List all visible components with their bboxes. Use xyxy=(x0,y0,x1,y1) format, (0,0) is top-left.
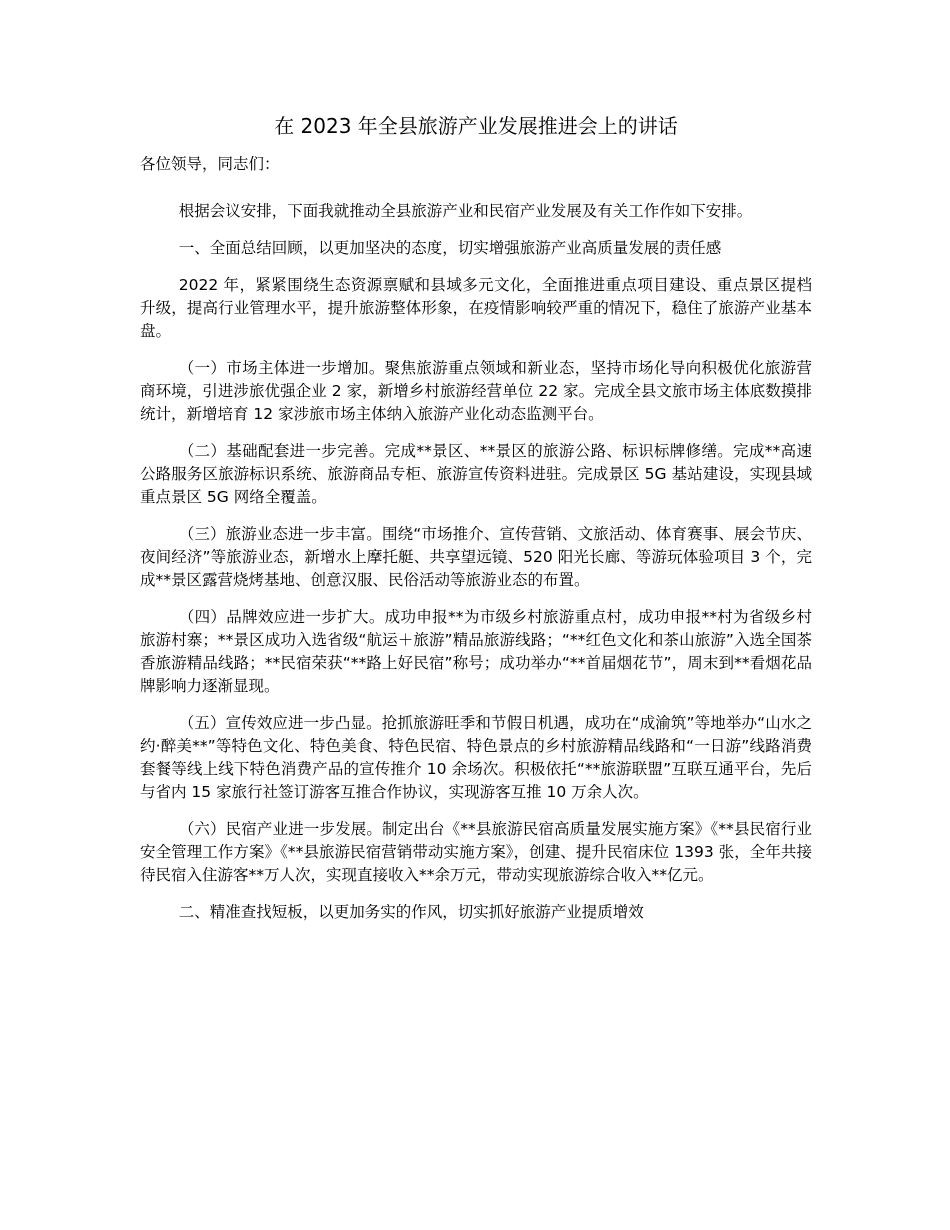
document-page xyxy=(140,112,812,938)
paragraph-infrastructure: （二）基础配套进一步完善。完成**景区、**景区的旅游公路、标识标牌修缮。完成**高速公路服务区旅游标识系统、旅游商品专柜、旅游宣传资料进驻。完成景区 5G 基站建设，实现县域重点景区 5G 网络全覆盖。 xyxy=(140,442,812,506)
paragraph-tourism-formats: （三）旅游业态进一步丰富。围绕“市场推介、宣传营销、文旅活动、体育赛事、展会节庆、夜间经济”等旅游业态，新增水上摩托艇、共享望远镜、520 阳光长廊、等游玩体验项目 3 个，完成**景区露营烧烤基地、创意汉服、民俗活动等旅游业态的布置。 xyxy=(140,525,812,589)
paragraph-overview: 2022 年，紧紧围绕生态资源禀赋和县域多元文化，全面推进重点项目建设、重点景区提档升级，提高行业管理水平，提升旅游整体形象，在疫情影响较严重的情况下，稳住了旅游产业基本盘。 xyxy=(140,276,812,340)
paragraph-intro: 根据会议安排，下面我就推动全县旅游产业和民宿产业发展及有关工作作如下安排。 xyxy=(178,202,753,220)
greeting: 各位领导，同志们： xyxy=(140,155,280,173)
section-heading-1: 一、全面总结回顾，以更加坚决的态度，切实增强旅游产业高质量发展的责任感 xyxy=(178,239,722,257)
document-title: 在 2023 年全县旅游产业发展推进会上的讲话 xyxy=(274,114,678,138)
paragraph-homestay: （六）民宿产业进一步发展。制定出台《**县旅游民宿高质量发展实施方案》《**县民宿行业安全管理工作方案》《**县旅游民宿营销带动实施方案》，创建、提升民宿床位 1393 张，全年共接待民宿入住游客**万人次，实现直接收入**余万元，带动实现旅游综合收入**亿元。 xyxy=(140,820,812,884)
section-heading-2: 二、精准查找短板，以更加务实的作风，切实抓好旅游产业提质增效 xyxy=(178,903,644,921)
paragraph-publicity: （五）宣传效应进一步凸显。抢抓旅游旺季和节假日机遇，成功在“成渝筑”等地举办“山水之约·醉美**”等特色文化、特色美食、特色民宿、特色景点的乡村旅游精品线路和“一日游”线路消费套餐等线上线下特色消费产品的宣传推介 10 余场次。积极依托“**旅游联盟”互联互通平台，先后与省内 15 家旅行社签订游客互推合作协议，实现游客互推 10 万余人次。 xyxy=(140,714,812,801)
paragraph-brand-effect: （四）品牌效应进一步扩大。成功申报**为市级乡村旅游重点村，成功申报**村为省级乡村旅游村寨；**景区成功入选省级“航运＋旅游”精品旅游线路；“**红色文化和茶山旅游”入选全国茶香旅游精品线路；**民宿荣获“**路上好民宿”称号；成功举办“**首届烟花节”，周末到**看烟花品牌影响力逐渐显现。 xyxy=(140,608,812,695)
paragraph-market-entities: （一）市场主体进一步增加。聚焦旅游重点领域和新业态，坚持市场化导向积极优化旅游营商环境，引进涉旅优强企业 2 家，新增乡村旅游经营单位 22 家。完成全县文旅市场主体底数摸排统计，新增培育 12 家涉旅市场主体纳入旅游产业化动态监测平台。 xyxy=(140,359,812,423)
